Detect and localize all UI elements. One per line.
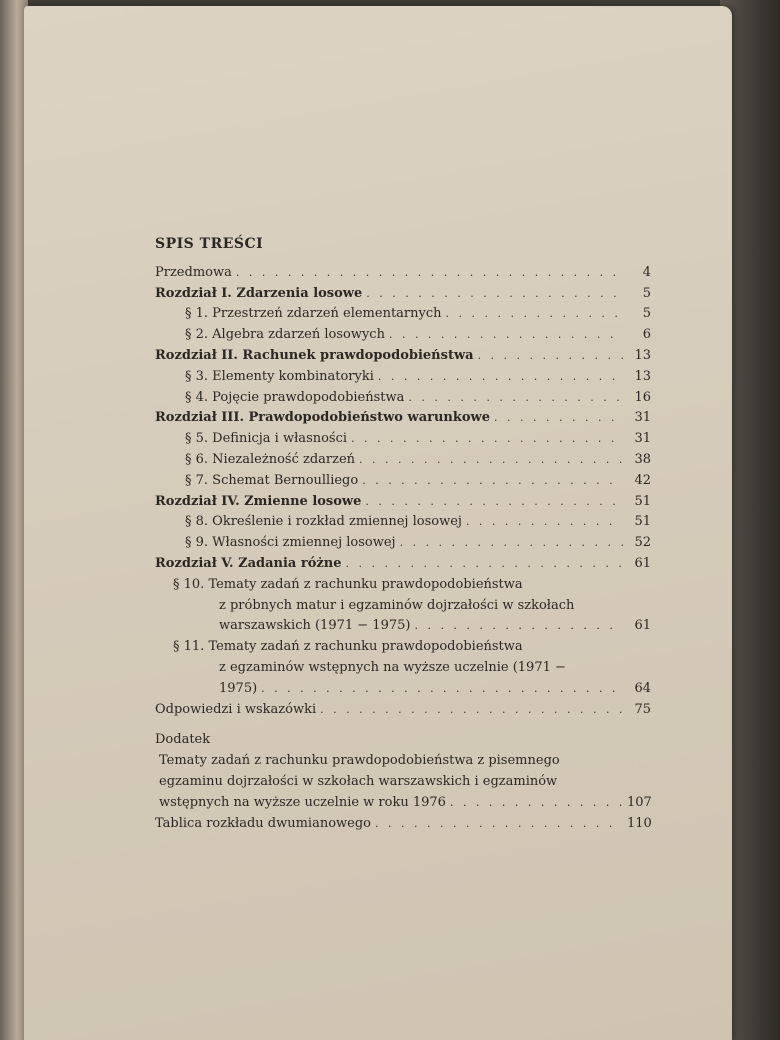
entry-page: 75 xyxy=(634,701,651,717)
toc-section-4 xyxy=(155,388,651,409)
appendix-last-line xyxy=(159,793,651,814)
appendix-line: Tematy zadań z rachunku prawdopodobieństwa z pisemnego xyxy=(159,753,560,769)
entry-label: Tablica rozkładu dwumianowego xyxy=(155,815,371,831)
section-label: § 1. Przestrzeń zdarzeń elementarnych xyxy=(185,306,442,322)
toc-chapter-4 xyxy=(155,492,651,513)
dot-leader xyxy=(362,471,623,492)
section-last-line xyxy=(173,616,651,637)
toc-appendix-entry xyxy=(155,751,651,813)
section-page: 31 xyxy=(634,431,651,447)
section-line: § 11. Tematy zadań z rachunku prawdopodobieństwa xyxy=(173,639,523,655)
appendix-heading: Dodatek xyxy=(155,732,211,748)
chapter-page: 13 xyxy=(634,347,651,363)
dot-leader xyxy=(261,679,623,700)
section-label: § 9. Własności zmiennej losowej xyxy=(185,535,396,551)
dot-leader xyxy=(400,533,623,554)
dot-leader xyxy=(359,450,623,471)
dot-leader xyxy=(408,388,623,409)
chapter-label: Rozdział II. Rachunek prawdopodobieństwa xyxy=(155,347,474,363)
dot-leader xyxy=(378,367,623,388)
dot-leader xyxy=(365,492,623,513)
toc-section-7 xyxy=(155,471,651,492)
dot-leader xyxy=(375,814,623,835)
chapter-page: 31 xyxy=(634,410,651,426)
section-line: z egzaminów wstępnych na wyższe uczelnie (1971 − xyxy=(219,659,566,675)
section-label: § 5. Definicja i własności xyxy=(185,431,348,447)
section-page: 61 xyxy=(634,618,651,634)
dot-leader xyxy=(389,325,623,346)
chapter-label: Rozdział I. Zdarzenia losowe xyxy=(155,285,363,301)
toc-chapter-3 xyxy=(155,408,651,429)
toc-chapter-2 xyxy=(155,346,651,367)
dot-leader xyxy=(351,429,623,450)
section-page: 38 xyxy=(634,451,651,467)
entry-label: Przedmowa xyxy=(155,264,232,280)
book-page xyxy=(24,6,732,1040)
dot-leader xyxy=(320,700,623,721)
toc-entry-table xyxy=(155,814,651,835)
toc-heading: SPIS TREŚCI xyxy=(155,236,264,252)
chapter-label: Rozdział V. Zadania różne xyxy=(155,555,342,571)
dot-leader xyxy=(345,554,623,575)
dot-leader xyxy=(414,616,623,637)
toc-section-2 xyxy=(155,325,651,346)
dot-leader xyxy=(366,284,623,305)
toc-section-8 xyxy=(155,512,651,533)
section-line: 1975) xyxy=(219,680,258,696)
toc-section-3 xyxy=(155,367,651,388)
dot-leader xyxy=(236,263,623,284)
toc-section-9 xyxy=(155,533,651,554)
section-page: 64 xyxy=(634,680,651,696)
appendix-page: 107 xyxy=(627,794,652,810)
section-label: § 7. Schemat Bernoulliego xyxy=(185,472,359,488)
chapter-page: 61 xyxy=(634,555,651,571)
toc-chapter-1 xyxy=(155,284,651,305)
section-line: warszawskich (1971 − 1975) xyxy=(219,618,411,634)
toc-section-11 xyxy=(155,637,651,699)
section-page: 42 xyxy=(634,472,651,488)
dot-leader xyxy=(478,346,623,367)
dot-leader xyxy=(446,304,623,325)
dot-leader xyxy=(494,408,623,429)
section-line: z próbnych matur i egzaminów dojrzałości w szkołach xyxy=(219,597,575,613)
section-page: 5 xyxy=(642,306,651,322)
toc-entry-preface xyxy=(155,263,651,284)
section-page: 6 xyxy=(642,327,651,343)
entry-page: 4 xyxy=(642,264,651,280)
section-last-line xyxy=(173,679,651,700)
section-page: 51 xyxy=(634,514,651,530)
section-page: 52 xyxy=(634,535,651,551)
dot-leader xyxy=(466,512,623,533)
toc-section-6 xyxy=(155,450,651,471)
chapter-label: Rozdział IV. Zmienne losowe xyxy=(155,493,362,509)
chapter-page: 51 xyxy=(634,493,651,509)
section-page: 16 xyxy=(634,389,651,405)
table-of-contents xyxy=(155,234,651,834)
section-label: § 8. Określenie i rozkład zmiennej losowej xyxy=(185,514,462,530)
section-line: § 10. Tematy zadań z rachunku prawdopodobieństwa xyxy=(173,576,523,592)
section-label: § 2. Algebra zdarzeń losowych xyxy=(185,327,385,343)
toc-chapter-5 xyxy=(155,554,651,575)
chapter-page: 5 xyxy=(642,285,651,301)
section-label: § 3. Elementy kombinatoryki xyxy=(185,368,374,384)
toc-section-1 xyxy=(155,304,651,325)
chapter-label: Rozdział III. Prawdopodobieństwo warunkowe xyxy=(155,410,491,426)
entry-label: Odpowiedzi i wskazówki xyxy=(155,701,317,717)
appendix-line: wstępnych na wyższe uczelnie w roku 1976 xyxy=(159,794,446,810)
section-page: 13 xyxy=(634,368,651,384)
toc-section-5 xyxy=(155,429,651,450)
toc-entry-answers xyxy=(155,700,651,721)
section-label: § 6. Niezależność zdarzeń xyxy=(185,451,356,467)
toc-section-10 xyxy=(155,575,651,637)
appendix-line: egzaminu dojrzałości w szkołach warszawskich i egzaminów xyxy=(159,773,558,789)
entry-page: 110 xyxy=(627,815,652,831)
section-label: § 4. Pojęcie prawdopodobieństwa xyxy=(185,389,405,405)
dot-leader xyxy=(450,793,623,814)
